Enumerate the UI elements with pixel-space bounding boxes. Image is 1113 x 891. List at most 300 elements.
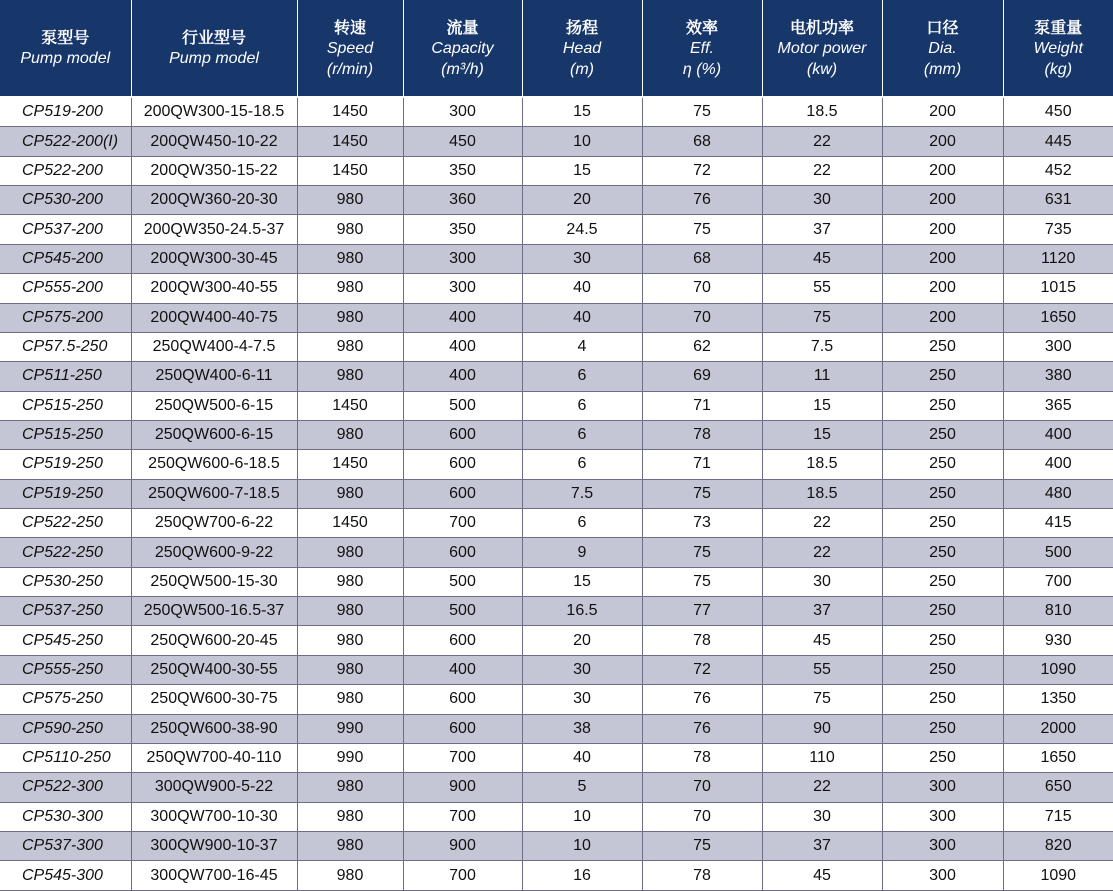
cell-weight: 445 — [1003, 127, 1113, 156]
table-row — [0, 567, 1113, 596]
cell-efficiency: 68 — [642, 244, 762, 273]
cell-motor-power: 18.5 — [762, 450, 882, 479]
cell-pump-model: CP555-200 — [0, 274, 131, 303]
cell-motor-power: 22 — [762, 127, 882, 156]
cell-capacity: 500 — [403, 567, 522, 596]
cell-industry-model: 250QW600-38-90 — [131, 714, 297, 743]
cell-diameter: 250 — [882, 450, 1003, 479]
header-en: Head — [562, 39, 602, 57]
header-weight — [1003, 0, 1113, 97]
cell-head: 15 — [522, 567, 642, 596]
header-en: Motor power — [777, 39, 867, 57]
cell-efficiency: 75 — [642, 567, 762, 596]
cell-capacity: 700 — [403, 743, 522, 772]
cell-capacity: 300 — [403, 274, 522, 303]
cell-diameter: 300 — [882, 861, 1003, 890]
cell-capacity: 600 — [403, 538, 522, 567]
cell-industry-model: 250QW600-30-75 — [131, 685, 297, 714]
cell-diameter: 250 — [882, 655, 1003, 684]
cell-head: 20 — [522, 626, 642, 655]
cell-motor-power: 90 — [762, 714, 882, 743]
table-row — [0, 332, 1113, 361]
cell-speed: 980 — [297, 362, 403, 391]
cell-capacity: 300 — [403, 97, 522, 127]
header-en: Pump model — [20, 50, 111, 67]
header-en: Speed — [326, 39, 374, 57]
cell-capacity: 500 — [403, 597, 522, 626]
cell-speed: 980 — [297, 244, 403, 273]
cell-capacity: 360 — [403, 186, 522, 215]
cell-pump-model: CP57.5-250 — [0, 332, 131, 361]
cell-head: 40 — [522, 743, 642, 772]
cell-head: 16.5 — [522, 597, 642, 626]
cell-head: 20 — [522, 186, 642, 215]
cell-motor-power: 18.5 — [762, 479, 882, 508]
cell-industry-model: 300QW900-5-22 — [131, 773, 297, 802]
cell-diameter: 250 — [882, 479, 1003, 508]
cell-capacity: 350 — [403, 156, 522, 185]
header-en: Weight — [1033, 39, 1083, 57]
header-en: Eff. — [689, 39, 714, 57]
cell-capacity: 700 — [403, 802, 522, 831]
cell-diameter: 250 — [882, 391, 1003, 420]
cell-efficiency: 68 — [642, 127, 762, 156]
cell-efficiency: 70 — [642, 802, 762, 831]
cell-speed: 980 — [297, 479, 403, 508]
cell-capacity: 350 — [403, 215, 522, 244]
cell-head: 9 — [522, 538, 642, 567]
header-cn: 效率 — [685, 17, 718, 37]
cell-head: 5 — [522, 773, 642, 802]
cell-motor-power: 45 — [762, 244, 882, 273]
cell-speed: 1450 — [297, 97, 403, 127]
cell-industry-model: 200QW400-40-75 — [131, 303, 297, 332]
cell-head: 16 — [522, 861, 642, 890]
header-pump-model — [0, 0, 131, 97]
table-row — [0, 97, 1113, 127]
cell-pump-model: CP522-200(I) — [0, 127, 131, 156]
cell-pump-model: CP555-250 — [0, 655, 131, 684]
cell-diameter: 200 — [882, 244, 1003, 273]
cell-pump-model: CP545-250 — [0, 626, 131, 655]
cell-weight: 415 — [1003, 509, 1113, 538]
cell-head: 6 — [522, 420, 642, 449]
table-row — [0, 303, 1113, 332]
cell-industry-model: 250QW600-7-18.5 — [131, 479, 297, 508]
cell-weight: 1090 — [1003, 655, 1113, 684]
cell-pump-model: CP537-200 — [0, 215, 131, 244]
header-unit: (r/min) — [326, 60, 374, 78]
table-row — [0, 391, 1113, 420]
cell-weight: 810 — [1003, 597, 1113, 626]
header-cn: 转速 — [333, 17, 366, 37]
cell-diameter: 250 — [882, 567, 1003, 596]
cell-head: 15 — [522, 156, 642, 185]
cell-head: 40 — [522, 303, 642, 332]
cell-head: 6 — [522, 362, 642, 391]
cell-pump-model: CP519-250 — [0, 450, 131, 479]
cell-pump-model: CP522-300 — [0, 773, 131, 802]
cell-efficiency: 70 — [642, 274, 762, 303]
table-row — [0, 420, 1113, 449]
cell-pump-model: CP545-200 — [0, 244, 131, 273]
cell-motor-power: 15 — [762, 420, 882, 449]
cell-motor-power: 55 — [762, 274, 882, 303]
cell-weight: 300 — [1003, 332, 1113, 361]
cell-capacity: 400 — [403, 655, 522, 684]
cell-industry-model: 250QW500-6-15 — [131, 391, 297, 420]
header-cn: 电机功率 — [789, 17, 854, 37]
cell-pump-model: CP522-250 — [0, 509, 131, 538]
header-cn: 扬程 — [565, 17, 598, 37]
table-row — [0, 186, 1113, 215]
cell-head: 10 — [522, 802, 642, 831]
cell-head: 38 — [522, 714, 642, 743]
cell-industry-model: 250QW500-15-30 — [131, 567, 297, 596]
cell-pump-model: CP511-250 — [0, 362, 131, 391]
cell-efficiency: 75 — [642, 538, 762, 567]
table-row — [0, 215, 1113, 244]
header-diameter — [882, 0, 1003, 97]
cell-head: 7.5 — [522, 479, 642, 508]
cell-motor-power: 18.5 — [762, 97, 882, 127]
cell-speed: 980 — [297, 626, 403, 655]
cell-efficiency: 76 — [642, 714, 762, 743]
cell-speed: 980 — [297, 303, 403, 332]
table-row — [0, 626, 1113, 655]
cell-speed: 1450 — [297, 127, 403, 156]
cell-industry-model: 200QW300-40-55 — [131, 274, 297, 303]
cell-capacity: 600 — [403, 450, 522, 479]
cell-weight: 1650 — [1003, 303, 1113, 332]
cell-pump-model: CP515-250 — [0, 391, 131, 420]
table-row — [0, 743, 1113, 772]
cell-capacity: 700 — [403, 861, 522, 890]
cell-diameter: 250 — [882, 362, 1003, 391]
table-row — [0, 538, 1113, 567]
cell-efficiency: 77 — [642, 597, 762, 626]
cell-weight: 735 — [1003, 215, 1113, 244]
cell-weight: 631 — [1003, 186, 1113, 215]
cell-head: 6 — [522, 509, 642, 538]
cell-efficiency: 72 — [642, 156, 762, 185]
cell-pump-model: CP575-200 — [0, 303, 131, 332]
cell-diameter: 250 — [882, 332, 1003, 361]
cell-efficiency: 73 — [642, 509, 762, 538]
cell-speed: 980 — [297, 274, 403, 303]
cell-pump-model: CP545-300 — [0, 861, 131, 890]
cell-industry-model: 300QW900-10-37 — [131, 831, 297, 860]
cell-industry-model: 250QW600-20-45 — [131, 626, 297, 655]
cell-head: 6 — [522, 450, 642, 479]
cell-efficiency: 70 — [642, 303, 762, 332]
cell-motor-power: 30 — [762, 567, 882, 596]
cell-diameter: 250 — [882, 626, 1003, 655]
table-row — [0, 773, 1113, 802]
cell-capacity: 400 — [403, 362, 522, 391]
cell-diameter: 250 — [882, 743, 1003, 772]
cell-efficiency: 62 — [642, 332, 762, 361]
cell-diameter: 300 — [882, 773, 1003, 802]
cell-efficiency: 75 — [642, 479, 762, 508]
cell-diameter: 200 — [882, 215, 1003, 244]
cell-head: 10 — [522, 127, 642, 156]
table-row — [0, 156, 1113, 185]
cell-pump-model: CP522-250 — [0, 538, 131, 567]
cell-industry-model: 200QW450-10-22 — [131, 127, 297, 156]
cell-industry-model: 250QW400-6-11 — [131, 362, 297, 391]
table-row — [0, 597, 1113, 626]
cell-capacity: 600 — [403, 685, 522, 714]
cell-industry-model: 300QW700-10-30 — [131, 802, 297, 831]
cell-capacity: 600 — [403, 420, 522, 449]
header-unit: (m) — [570, 60, 594, 78]
header-head — [522, 0, 642, 97]
cell-capacity: 400 — [403, 332, 522, 361]
cell-head: 40 — [522, 274, 642, 303]
cell-diameter: 200 — [882, 274, 1003, 303]
cell-industry-model: 200QW350-24.5-37 — [131, 215, 297, 244]
table-row — [0, 362, 1113, 391]
cell-speed: 980 — [297, 597, 403, 626]
cell-weight: 450 — [1003, 97, 1113, 127]
cell-efficiency: 78 — [642, 626, 762, 655]
cell-industry-model: 250QW700-40-110 — [131, 743, 297, 772]
cell-speed: 980 — [297, 773, 403, 802]
cell-weight: 700 — [1003, 567, 1113, 596]
cell-capacity: 450 — [403, 127, 522, 156]
cell-speed: 980 — [297, 420, 403, 449]
cell-motor-power: 22 — [762, 156, 882, 185]
cell-weight: 380 — [1003, 362, 1113, 391]
cell-diameter: 300 — [882, 831, 1003, 860]
table-row — [0, 714, 1113, 743]
cell-weight: 500 — [1003, 538, 1113, 567]
cell-head: 10 — [522, 831, 642, 860]
cell-motor-power: 37 — [762, 597, 882, 626]
cell-industry-model: 250QW700-6-22 — [131, 509, 297, 538]
cell-motor-power: 55 — [762, 655, 882, 684]
cell-weight: 715 — [1003, 802, 1113, 831]
cell-motor-power: 75 — [762, 685, 882, 714]
header-cn: 口径 — [926, 17, 959, 37]
cell-capacity: 900 — [403, 773, 522, 802]
cell-efficiency: 76 — [642, 685, 762, 714]
cell-diameter: 250 — [882, 597, 1003, 626]
cell-weight: 400 — [1003, 420, 1113, 449]
cell-industry-model: 250QW600-9-22 — [131, 538, 297, 567]
cell-speed: 980 — [297, 861, 403, 890]
cell-diameter: 250 — [882, 685, 1003, 714]
cell-head: 30 — [522, 655, 642, 684]
cell-motor-power: 15 — [762, 391, 882, 420]
header-cn: 泵重量 — [1034, 17, 1083, 37]
header-industry-model — [131, 0, 297, 97]
cell-diameter: 200 — [882, 127, 1003, 156]
cell-pump-model: CP5110-250 — [0, 743, 131, 772]
cell-industry-model: 200QW350-15-22 — [131, 156, 297, 185]
table-row — [0, 655, 1113, 684]
cell-diameter: 200 — [882, 303, 1003, 332]
cell-industry-model: 200QW300-30-45 — [131, 244, 297, 273]
cell-capacity: 900 — [403, 831, 522, 860]
cell-efficiency: 72 — [642, 655, 762, 684]
cell-industry-model: 250QW600-6-18.5 — [131, 450, 297, 479]
cell-speed: 1450 — [297, 391, 403, 420]
table-row — [0, 509, 1113, 538]
cell-motor-power: 11 — [762, 362, 882, 391]
cell-speed: 980 — [297, 831, 403, 860]
cell-diameter: 250 — [882, 714, 1003, 743]
header-speed — [297, 0, 403, 97]
cell-motor-power: 37 — [762, 831, 882, 860]
cell-pump-model: CP575-250 — [0, 685, 131, 714]
table-row — [0, 802, 1113, 831]
cell-diameter: 250 — [882, 420, 1003, 449]
header-en: Capacity — [431, 39, 494, 57]
cell-motor-power: 22 — [762, 773, 882, 802]
cell-diameter: 250 — [882, 509, 1003, 538]
cell-head: 30 — [522, 244, 642, 273]
cell-motor-power: 30 — [762, 802, 882, 831]
cell-pump-model: CP590-250 — [0, 714, 131, 743]
cell-motor-power: 45 — [762, 626, 882, 655]
header-efficiency — [642, 0, 762, 97]
cell-pump-model: CP522-200 — [0, 156, 131, 185]
header-unit: (kw) — [806, 60, 838, 78]
cell-weight: 480 — [1003, 479, 1113, 508]
cell-speed: 1450 — [297, 450, 403, 479]
table-row — [0, 831, 1113, 860]
cell-motor-power: 75 — [762, 303, 882, 332]
cell-weight: 1120 — [1003, 244, 1113, 273]
header-unit: (m³/h) — [441, 60, 484, 78]
header-motor-power — [762, 0, 882, 97]
header-cn: 流量 — [446, 17, 479, 37]
cell-weight: 1090 — [1003, 861, 1113, 890]
cell-weight: 400 — [1003, 450, 1113, 479]
header-unit: (mm) — [923, 60, 962, 78]
table-row — [0, 127, 1113, 156]
cell-efficiency: 78 — [642, 743, 762, 772]
cell-speed: 980 — [297, 538, 403, 567]
cell-industry-model: 250QW500-16.5-37 — [131, 597, 297, 626]
header-unit: η (%) — [682, 60, 722, 78]
cell-pump-model: CP519-250 — [0, 479, 131, 508]
cell-head: 6 — [522, 391, 642, 420]
cell-pump-model: CP530-300 — [0, 802, 131, 831]
header-cn: 泵型号 — [41, 28, 90, 47]
cell-speed: 1450 — [297, 509, 403, 538]
cell-capacity: 700 — [403, 509, 522, 538]
cell-weight: 365 — [1003, 391, 1113, 420]
cell-industry-model: 250QW400-30-55 — [131, 655, 297, 684]
cell-speed: 980 — [297, 332, 403, 361]
cell-weight: 650 — [1003, 773, 1113, 802]
table-row — [0, 274, 1113, 303]
cell-motor-power: 30 — [762, 186, 882, 215]
cell-pump-model: CP519-200 — [0, 97, 131, 127]
cell-diameter: 200 — [882, 97, 1003, 127]
cell-efficiency: 69 — [642, 362, 762, 391]
cell-capacity: 600 — [403, 714, 522, 743]
header-cn: 行业型号 — [181, 28, 246, 47]
cell-weight: 2000 — [1003, 714, 1113, 743]
cell-industry-model: 200QW360-20-30 — [131, 186, 297, 215]
table-row — [0, 861, 1113, 890]
cell-capacity: 300 — [403, 244, 522, 273]
cell-capacity: 600 — [403, 479, 522, 508]
cell-efficiency: 71 — [642, 391, 762, 420]
cell-industry-model: 250QW400-4-7.5 — [131, 332, 297, 361]
header-unit: (kg) — [1044, 60, 1073, 78]
cell-pump-model: CP537-300 — [0, 831, 131, 860]
cell-weight: 452 — [1003, 156, 1113, 185]
header-en: Pump model — [169, 50, 259, 67]
table-row — [0, 450, 1113, 479]
cell-weight: 1350 — [1003, 685, 1113, 714]
cell-capacity: 500 — [403, 391, 522, 420]
cell-motor-power: 22 — [762, 538, 882, 567]
cell-pump-model: CP537-250 — [0, 597, 131, 626]
cell-efficiency: 78 — [642, 861, 762, 890]
table-row — [0, 479, 1113, 508]
cell-weight: 1015 — [1003, 274, 1113, 303]
cell-head: 15 — [522, 97, 642, 127]
cell-speed: 990 — [297, 743, 403, 772]
cell-motor-power: 37 — [762, 215, 882, 244]
cell-weight: 820 — [1003, 831, 1113, 860]
cell-efficiency: 75 — [642, 215, 762, 244]
cell-speed: 980 — [297, 655, 403, 684]
cell-capacity: 600 — [403, 626, 522, 655]
cell-diameter: 250 — [882, 538, 1003, 567]
cell-efficiency: 75 — [642, 97, 762, 127]
cell-motor-power: 110 — [762, 743, 882, 772]
header-row — [0, 0, 1113, 97]
cell-capacity: 400 — [403, 303, 522, 332]
cell-head: 4 — [522, 332, 642, 361]
cell-speed: 980 — [297, 567, 403, 596]
cell-efficiency: 75 — [642, 831, 762, 860]
cell-speed: 980 — [297, 685, 403, 714]
cell-speed: 1450 — [297, 156, 403, 185]
table-row — [0, 244, 1113, 273]
table-body — [0, 97, 1113, 890]
cell-pump-model: CP530-200 — [0, 186, 131, 215]
cell-efficiency: 71 — [642, 450, 762, 479]
cell-efficiency: 78 — [642, 420, 762, 449]
cell-motor-power: 45 — [762, 861, 882, 890]
cell-pump-model: CP515-250 — [0, 420, 131, 449]
cell-head: 30 — [522, 685, 642, 714]
cell-efficiency: 76 — [642, 186, 762, 215]
cell-industry-model: 200QW300-15-18.5 — [131, 97, 297, 127]
header-en: Dia. — [928, 39, 957, 57]
cell-speed: 990 — [297, 714, 403, 743]
cell-speed: 980 — [297, 186, 403, 215]
cell-diameter: 300 — [882, 802, 1003, 831]
cell-motor-power: 22 — [762, 509, 882, 538]
cell-motor-power: 7.5 — [762, 332, 882, 361]
cell-diameter: 200 — [882, 156, 1003, 185]
cell-pump-model: CP530-250 — [0, 567, 131, 596]
cell-industry-model: 250QW600-6-15 — [131, 420, 297, 449]
cell-speed: 980 — [297, 215, 403, 244]
cell-weight: 930 — [1003, 626, 1113, 655]
cell-diameter: 200 — [882, 186, 1003, 215]
cell-industry-model: 300QW700-16-45 — [131, 861, 297, 890]
